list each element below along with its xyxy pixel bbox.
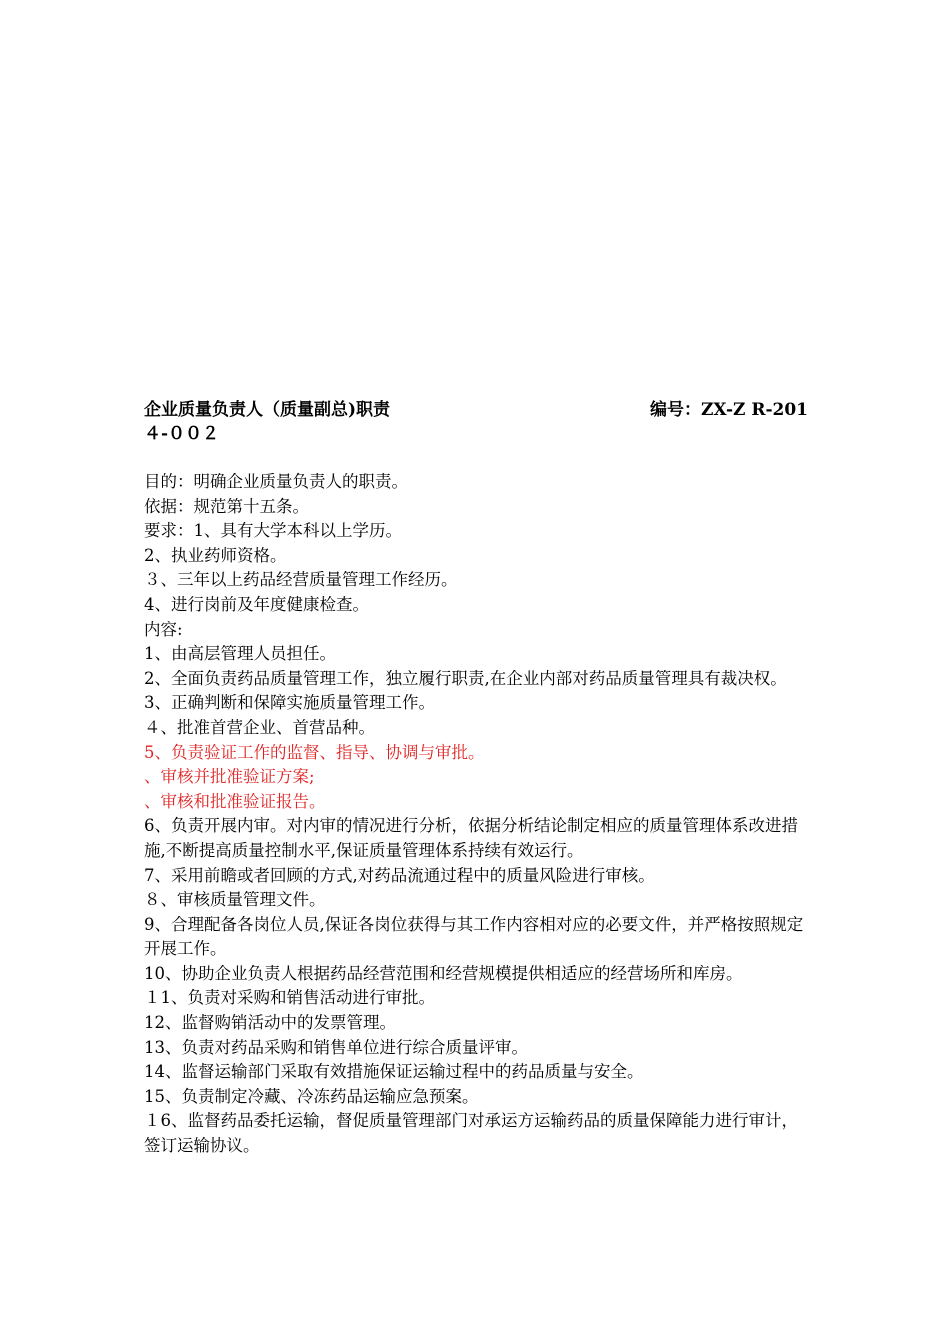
title-row — [144, 398, 808, 422]
duty-item: 12、监督购销活动中的发票管理。 — [144, 1013, 396, 1033]
duty-item: 7、采用前瞻或者回顾的方式,对药品流通过程中的质量风险进行审核。 — [144, 865, 655, 885]
content-heading: 内容: — [144, 619, 183, 639]
duty-item: 3、正确判断和保障实施质量管理工作。 — [144, 693, 435, 713]
duty-item: １6、监督药品委托运输，督促质量管理部门对承运方运输药品的质量保障能力进行审计，签订运输协议。 — [144, 1111, 798, 1156]
duty-item-highlighted: 5、负责验证工作的监督、指导、协调与审批。 — [144, 742, 485, 762]
duty-item: 14、监督运输部门采取有效措施保证运输过程中的药品质量与安全。 — [144, 1062, 644, 1082]
purpose-line: 目的：明确企业质量负责人的职责。 — [144, 472, 408, 491]
duty-subitem-highlighted: 、审核并批准验证方案; — [144, 767, 315, 787]
duty-item: 13、负责对药品采购和销售单位进行综合质量评审。 — [144, 1037, 528, 1057]
requirement-line: 4、进行岗前及年度健康检查。 — [144, 594, 369, 614]
basis-line: 依据：规范第十五条。 — [144, 496, 309, 516]
requirement-line: ３、三年以上药品经营质量管理工作经历。 — [144, 570, 458, 590]
spacer — [144, 446, 808, 470]
document-title: 企业质量负责人（质量副总)职责 — [144, 400, 391, 420]
duty-item: 9、合理配备各岗位人员,保证各岗位获得与其工作内容相对应的必要文件，并严格按照规定开展工作。 — [144, 914, 804, 959]
duty-subitem-highlighted: 、审核和批准验证报告。 — [144, 791, 326, 811]
duty-item: ８、审核质量管理文件。 — [144, 890, 326, 910]
duty-item: 2、全面负责药品质量管理工作，独立履行职责,在企业内部对药品质量管理具有裁决权。 — [144, 668, 787, 688]
document-code-continuation: ４-００２ — [144, 424, 220, 444]
duty-item: １1、负责对采购和销售活动进行审批。 — [144, 988, 435, 1008]
document-code: 编号：ZX-Z R-201 — [649, 400, 808, 420]
duty-item: ４、批准首营企业、首营品种。 — [144, 717, 375, 737]
requirement-line: 要求：1、具有大学本科以上学历。 — [144, 521, 402, 541]
duty-item: 10、协助企业负责人根据药品经营范围和经营规模提供相适应的经营场所和库房。 — [144, 963, 743, 983]
requirement-line: 2、执业药师资格。 — [144, 545, 287, 565]
duty-list — [144, 470, 808, 1159]
document-body — [144, 398, 808, 1159]
duty-item: 6、负责开展内审。对内审的情况进行分析，依据分析结论制定相应的质量管理体系改进措施,不断提高质量控制水平,保证质量管理体系持续有效运行。 — [144, 816, 798, 860]
duty-item: 15、负责制定冷藏、冷冻药品运输应急预案。 — [144, 1086, 479, 1106]
duty-item: 1、由高层管理人员担任。 — [144, 644, 336, 664]
